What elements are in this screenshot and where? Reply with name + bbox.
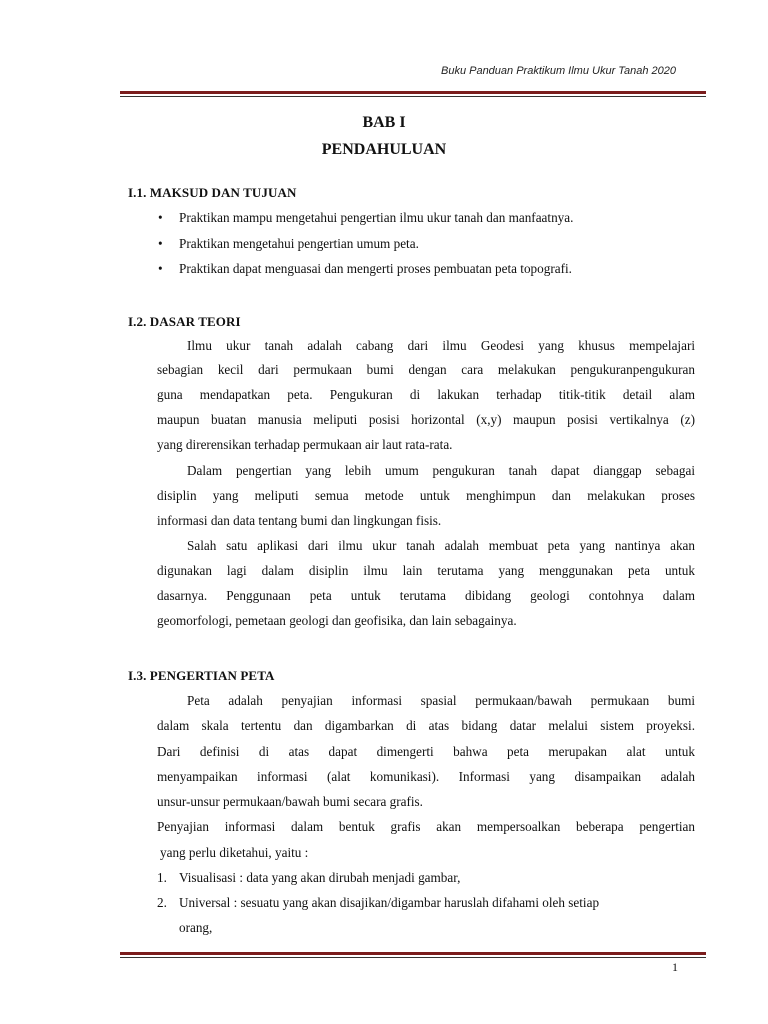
bullet-icon: • bbox=[158, 261, 163, 276]
running-header: Buku Panduan Praktikum Ilmu Ukur Tanah 2020 bbox=[440, 65, 676, 77]
paragraph-line: digunakan lagi dalam disiplin ilmu lain terutama yang menggunakan peta untuk bbox=[157, 563, 695, 578]
bullet-text: Praktikan dapat menguasai dan mengerti proses pembuatan peta topografi. bbox=[179, 261, 572, 276]
paragraph-line: sebagian kecil dari permukaan bumi dengan cara melakukan pengukuranpengukuran bbox=[157, 362, 695, 377]
page-number: 1 bbox=[672, 960, 678, 974]
paragraph-line: guna mendapatkan peta. Pengukuran di lakukan terhadap titik-titik detail alam bbox=[157, 387, 695, 402]
paragraph-line: maupun buatan manusia meliputi posisi horizontal (x,y) maupun posisi vertikalnya (z) bbox=[157, 412, 695, 427]
bullet-text: Praktikan mengetahui pengertian umum peta. bbox=[179, 236, 419, 251]
list-continuation: orang, bbox=[179, 920, 213, 935]
paragraph-line: dasarnya. Penggunaan peta untuk terutama dibidang geologi contohnya dalam bbox=[157, 588, 695, 603]
bullet-text: Praktikan mampu mengetahui pengertian ilmu ukur tanah dan manfaatnya. bbox=[179, 210, 574, 225]
section-heading-pengertian-peta: I.3. PENGERTIAN PETA bbox=[128, 668, 275, 683]
paragraph-line: menyampaikan informasi (alat komunikasi). Informasi yang disampaikan adalah bbox=[157, 769, 695, 784]
paragraph-line: disiplin yang meliputi semua metode untuk menghimpun dan melakukan proses bbox=[157, 488, 695, 503]
list-text: Visualisasi : data yang akan dirubah menjadi gambar, bbox=[179, 870, 461, 885]
chapter-label: BAB I bbox=[362, 114, 406, 131]
section-heading-maksud: I.1. MAKSUD DAN TUJUAN bbox=[128, 185, 297, 200]
paragraph-line: unsur-unsur permukaan/bawah bumi secara grafis. bbox=[157, 794, 423, 809]
paragraph-line: Ilmu ukur tanah adalah cabang dari ilmu Geodesi yang khusus mempelajari bbox=[187, 338, 695, 353]
paragraph-line: dalam skala tertentu dan digambarkan di atas bidang datar melalui sistem proyeksi. bbox=[157, 718, 695, 733]
paragraph-line: Dalam pengertian yang lebih umum pengukuran tanah dapat dianggap sebagai bbox=[187, 463, 695, 478]
paragraph-line: Dari definisi di atas dapat dimengerti bahwa peta merupakan alat untuk bbox=[157, 744, 695, 759]
footer-rule bbox=[120, 952, 706, 958]
paragraph-line: Peta adalah penyajian informasi spasial permukaan/bawah permukaan bumi bbox=[187, 693, 695, 708]
paragraph-line: Salah satu aplikasi dari ilmu ukur tanah adalah membuat peta yang nantinya akan bbox=[187, 538, 695, 553]
list-number: 1. bbox=[157, 870, 167, 885]
bullet-icon: • bbox=[158, 210, 163, 225]
list-text: Universal : sesuatu yang akan disajikan/digambar haruslah difahami oleh setiap bbox=[179, 895, 600, 910]
list-number: 2. bbox=[157, 895, 167, 910]
section-heading-dasar-teori: I.2. DASAR TEORI bbox=[128, 314, 241, 329]
paragraph-line: Penyajian informasi dalam bentuk grafis akan mempersoalkan beberapa pengertian bbox=[157, 819, 695, 834]
paragraph-line: yang direrensikan terhadap permukaan air laut rata-rata. bbox=[157, 437, 453, 452]
paragraph-line: informasi dan data tentang bumi dan lingkungan fisis. bbox=[157, 513, 442, 528]
header-rule bbox=[120, 91, 706, 97]
chapter-title: PENDAHULUAN bbox=[321, 141, 447, 158]
bullet-icon: • bbox=[158, 236, 163, 251]
paragraph-line: geomorfologi, pemetaan geologi dan geofisika, dan lain sebagainya. bbox=[157, 613, 517, 628]
paragraph-line: yang perlu diketahui, yaitu : bbox=[160, 845, 309, 860]
